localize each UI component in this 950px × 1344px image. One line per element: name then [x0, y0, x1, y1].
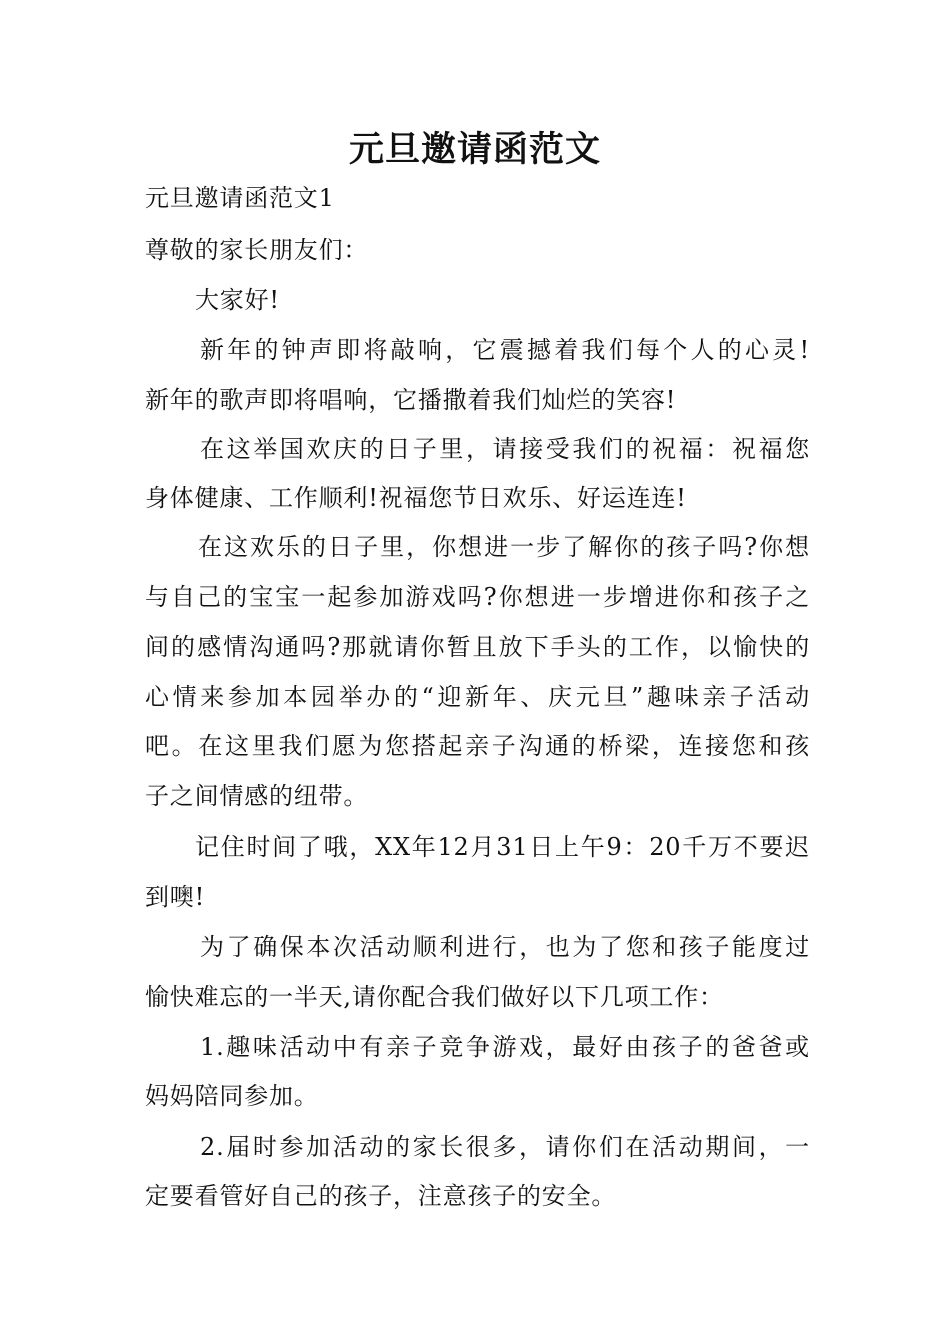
list-item-line: 定要看管好自己的孩子，注意孩子的安全。 — [145, 1182, 617, 1210]
paragraph-line: 与自己的宝宝一起参加游戏吗?你想进一步增进你和孩子之 — [145, 583, 810, 611]
paragraph-line: 为了确保本次活动顺利进行，也为了您和孩子能度过 — [200, 933, 810, 961]
paragraph-line: 愉快难忘的一半天,请你配合我们做好以下几项工作： — [145, 983, 724, 1011]
salutation: 尊敬的家长朋友们： — [145, 236, 369, 264]
paragraph-line: 在这欢乐的日子里，你想进一步了解你的孩子吗?你想 — [198, 533, 810, 561]
paragraph-line: 吧。在这里我们愿为您搭起亲子沟通的桥梁，连接您和孩 — [145, 732, 810, 760]
paragraph-line: 间的感情沟通吗?那就请你暂且放下手头的工作，以愉快的 — [145, 633, 810, 661]
list-item-line: 妈妈陪同参加。 — [145, 1082, 319, 1110]
greeting-line: 大家好! — [195, 286, 280, 314]
paragraph-line: 到噢! — [145, 883, 206, 911]
list-item-line: 1.趣味活动中有亲子竞争游戏，最好由孩子的爸爸或 — [200, 1033, 810, 1061]
paragraph-line: 心情来参加本园举办的“迎新年、庆元旦”趣味亲子活动 — [145, 683, 810, 711]
list-item-line: 2.届时参加活动的家长很多，请你们在活动期间，一 — [200, 1133, 810, 1161]
paragraph-line: 在这举国欢庆的日子里，请接受我们的祝福：祝福您 — [200, 435, 810, 463]
paragraph-line: 新年的钟声即将敲响，它震撼着我们每个人的心灵! — [200, 336, 810, 364]
document-subtitle: 元旦邀请函范文1 — [145, 184, 335, 212]
document-title: 元旦邀请函范文 — [348, 130, 601, 170]
paragraph-line: 新年的歌声即将唱响，它播撒着我们灿烂的笑容! — [145, 386, 677, 414]
paragraph-line: 子之间情感的纽带。 — [145, 782, 369, 810]
paragraph-line: 身体健康、工作顺利!祝福您节日欢乐、好运连连! — [145, 484, 687, 512]
paragraph-line: 记住时间了哦，XX年12月31日上午9：20千万不要迟 — [195, 833, 810, 861]
